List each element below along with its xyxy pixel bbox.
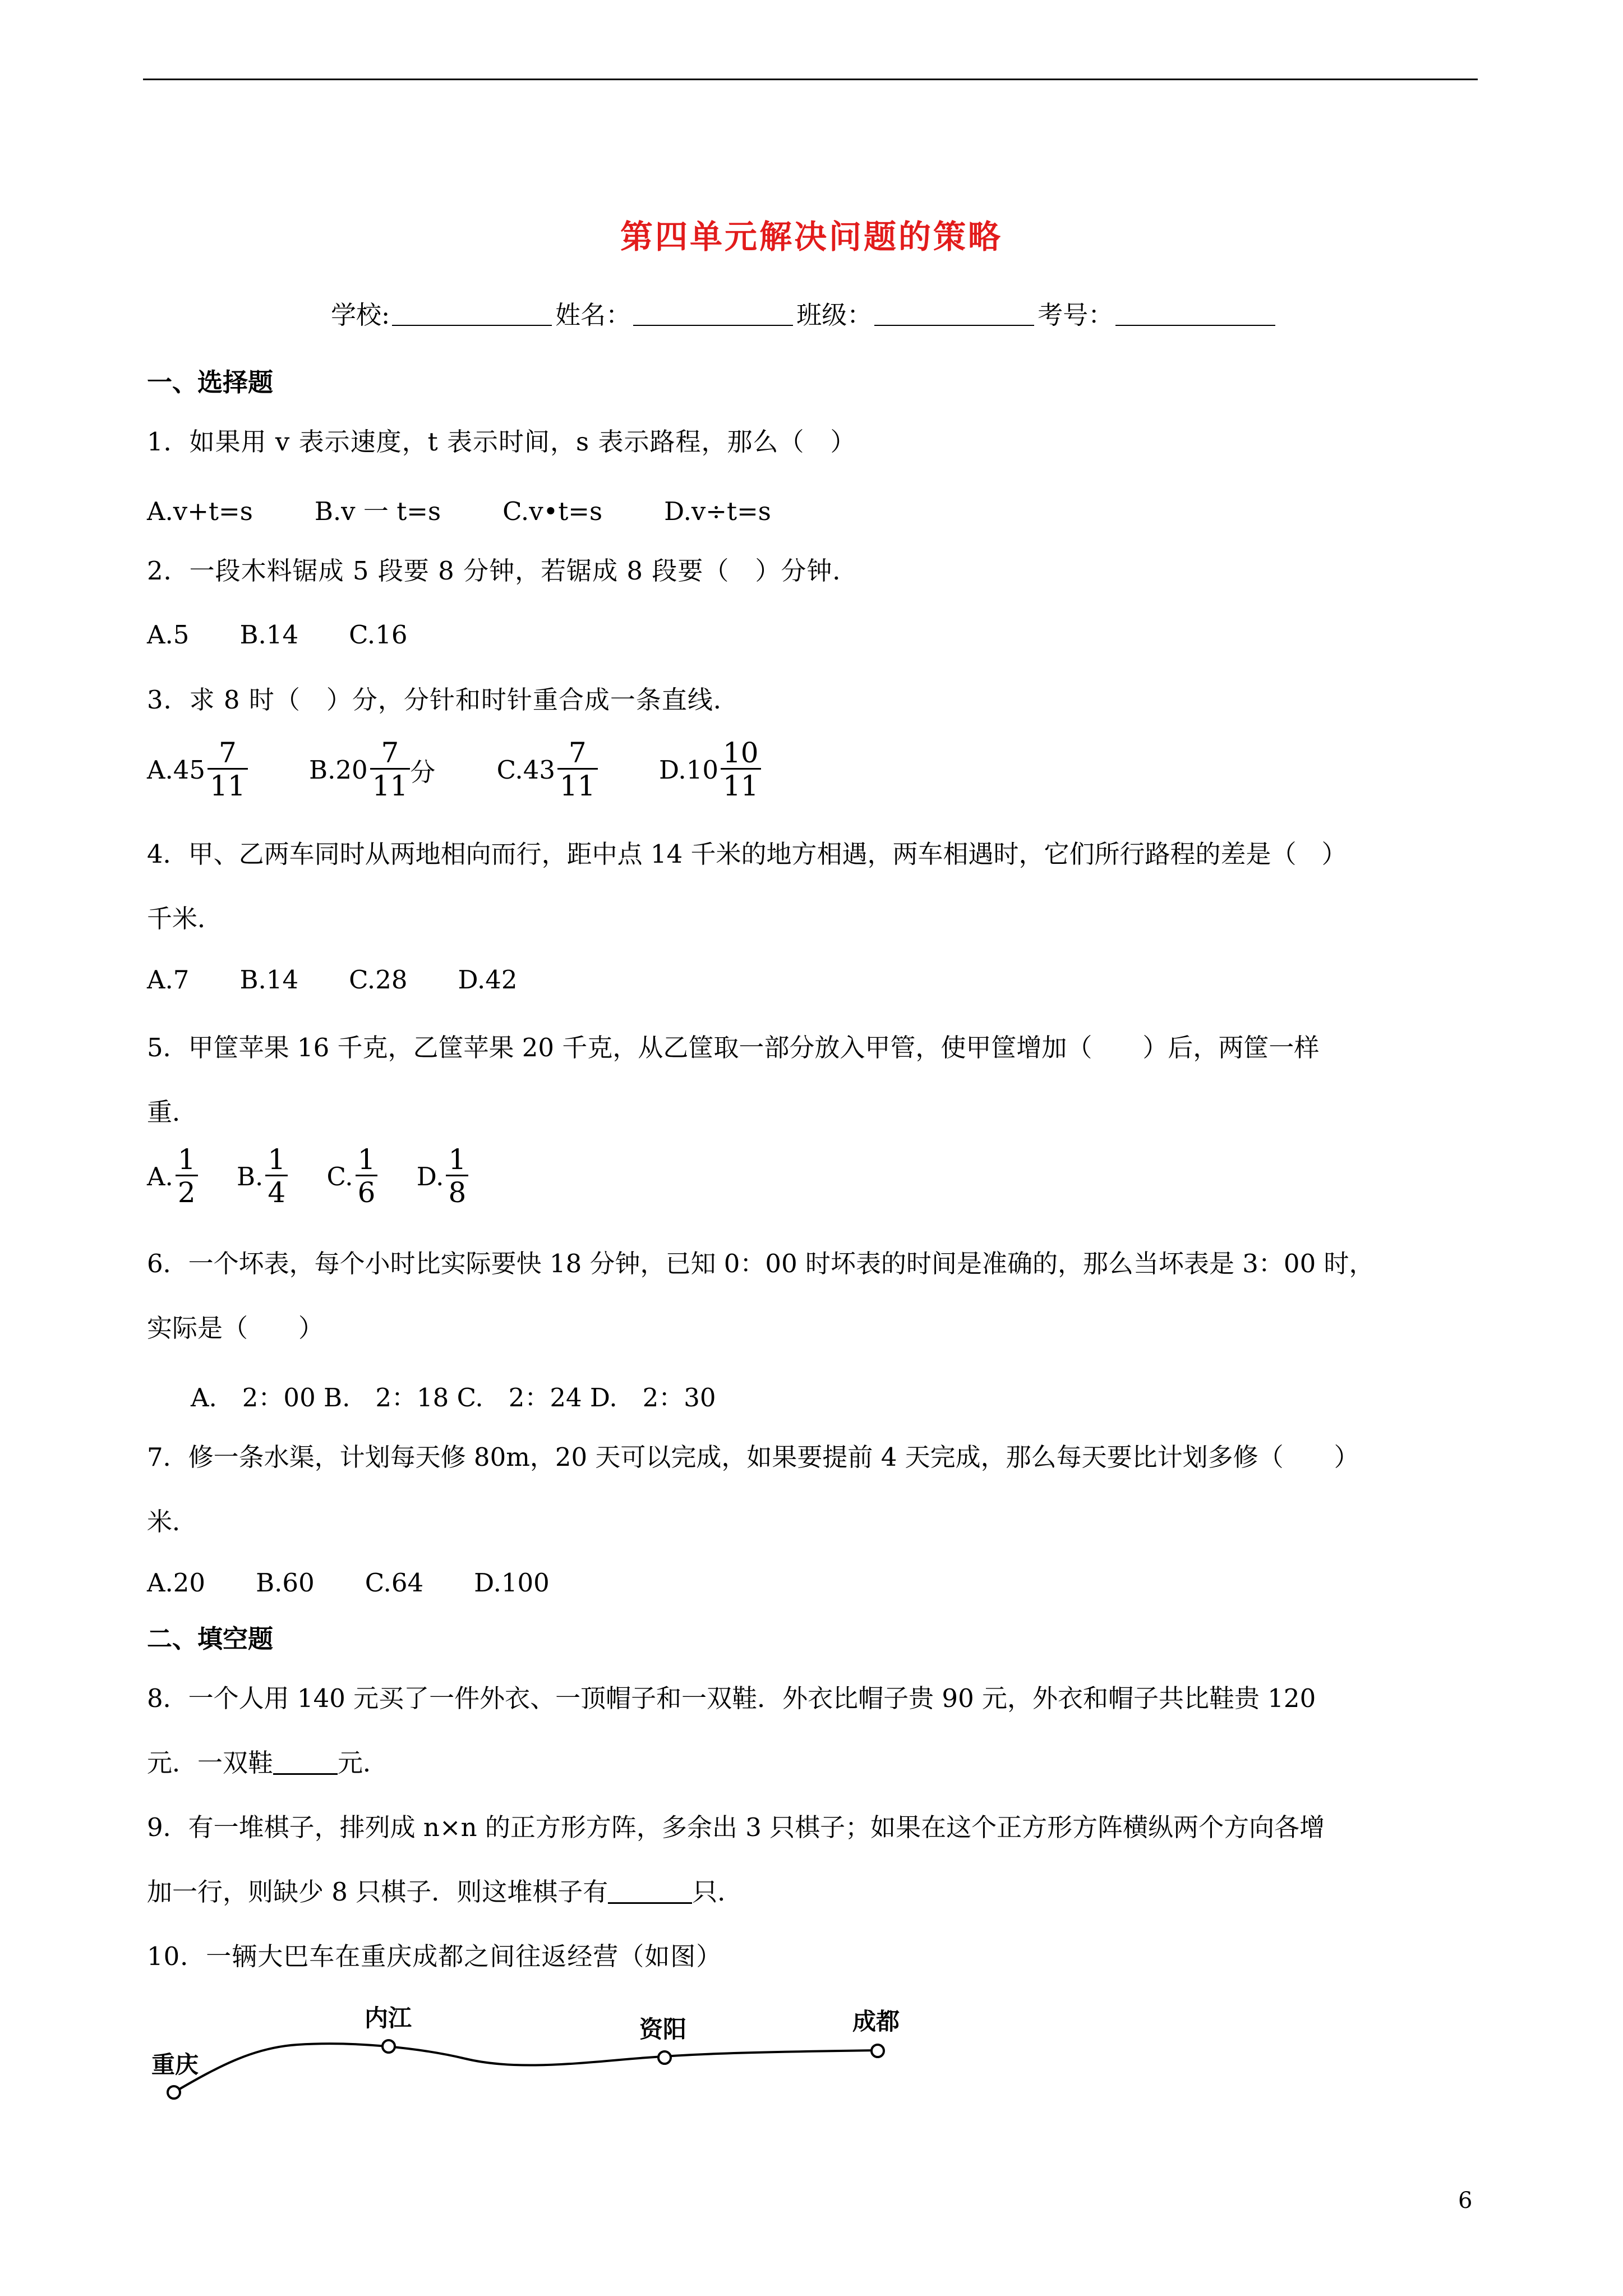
exam-no-label: 考号：: [1038, 300, 1114, 330]
option-b[interactable]: B.v 一 t=s: [314, 496, 441, 526]
question-9-line-2-text: 加一行，则缺少 8 只棋子．则这堆棋子有: [147, 1877, 608, 1907]
question-2-text: 2．一段木料锯成 5 段要 8 分钟，若锯成 8 段要（ ）分钟．: [147, 556, 859, 586]
question-2: [147, 539, 1482, 603]
option-c-whole: C.43: [496, 755, 555, 785]
route-map: [143, 1997, 939, 2126]
route-line: [174, 2044, 883, 2092]
option-a-label: A.: [147, 1162, 173, 1191]
option-b[interactable]: [309, 738, 435, 802]
option-d[interactable]: D.100: [474, 1568, 550, 1598]
option-d[interactable]: [659, 738, 761, 802]
section-fill-heading: 二、填空题: [147, 1624, 274, 1654]
fraction-numerator: 7: [218, 737, 237, 769]
page-title: 第四单元解决问题的策略: [620, 218, 1003, 256]
class-label: 班级：: [796, 300, 873, 330]
question-6-options[interactable]: A. 2：00 B. 2：18 C. 2：24 D. 2：30: [191, 1383, 716, 1412]
student-info-row: [331, 295, 1340, 331]
station-neijiang-label: 内江: [365, 2004, 412, 2032]
question-1-text: 1．如果用 v 表示速度，t 表示时间，s 表示路程，那么（ ）: [147, 427, 856, 457]
question-4-options: [147, 965, 568, 995]
option-a[interactable]: [147, 1144, 198, 1209]
question-7-options: [147, 1568, 600, 1598]
question-9-line-2-end: 只．: [692, 1877, 743, 1907]
section-choice-heading: 一、选择题: [147, 367, 274, 397]
option-a[interactable]: A.5: [147, 620, 190, 650]
question-9-line-2: [147, 1860, 1482, 1924]
school-label: 学校:: [331, 300, 390, 330]
option-a-whole: A.45: [147, 755, 206, 785]
fraction-denominator: 2: [177, 1176, 196, 1209]
option-b[interactable]: B.14: [239, 965, 299, 995]
station-chongqing-label: 重庆: [151, 2051, 199, 2078]
question-8: [147, 1666, 1482, 1795]
fraction: [370, 738, 411, 802]
fraction: [265, 1144, 288, 1209]
fraction-denominator: 11: [560, 770, 596, 802]
option-d-whole: D.10: [658, 755, 718, 785]
fraction-numerator: 1: [448, 1143, 467, 1176]
fraction-numerator: 1: [177, 1143, 196, 1176]
station-chengdu-label: 成都: [852, 2008, 900, 2035]
fraction-denominator: 6: [357, 1176, 376, 1209]
option-d[interactable]: D.v÷t=s: [664, 496, 771, 526]
option-a[interactable]: A.v+t=s: [147, 496, 253, 526]
question-3-text: 3．求 8 时（ ）分，分针和时针重合成一条直线．: [147, 685, 739, 715]
option-b[interactable]: [237, 1144, 288, 1209]
fraction-denominator: 11: [210, 770, 246, 802]
fraction-denominator: 4: [268, 1176, 286, 1209]
question-10: [147, 1924, 1482, 1989]
question-8-line-1: 8．一个人用 140 元买了一件外衣、一顶帽子和一双鞋．外衣比帽子贵 90 元，外衣和帽子共比鞋贵 120: [147, 1683, 1316, 1713]
question-6: [147, 1231, 1482, 1360]
fraction-denominator: 8: [448, 1176, 467, 1209]
option-c[interactable]: C.64: [365, 1568, 424, 1598]
fraction: [557, 738, 598, 802]
option-c[interactable]: [497, 738, 598, 802]
question-10-text: 10．一辆大巴车在重庆成都之间往返经营（如图）: [147, 1941, 722, 1971]
question-7-line-2: 米．: [147, 1507, 198, 1536]
question-8-line-2-end: 元．: [338, 1748, 389, 1778]
question-1: [147, 409, 1482, 474]
question-9-line-1: 9．有一堆棋子，排列成 n×n 的正方形方阵，多余出 3 只棋子；如果在这个正方形方阵横纵两个方向各增: [147, 1812, 1325, 1842]
fraction-numerator: 7: [568, 737, 587, 769]
question-8-line-2-text: 元．一双鞋: [147, 1748, 274, 1778]
option-b-whole: B.20: [309, 755, 368, 785]
name-blank[interactable]: [633, 302, 793, 326]
option-c[interactable]: C.28: [349, 965, 408, 995]
fraction-denominator: 11: [372, 770, 408, 802]
question-5-line-2: 重．: [147, 1097, 198, 1127]
station-ziyang-label: 资阳: [639, 2016, 687, 2043]
question-9: [147, 1795, 1482, 1924]
fraction-numerator: 10: [722, 737, 759, 769]
option-b-suffix: 分: [410, 757, 436, 787]
question-4: [147, 822, 1482, 951]
question-6-line-1: 6．一个坏表，每个小时比实际要快 18 分钟，已知 0：00 时坏表的时间是准确的，那么当坏表是 3：00 时，: [147, 1249, 1375, 1278]
fraction: [208, 738, 248, 802]
header-rule: [143, 79, 1478, 80]
question-6-line-2: 实际是（ ）: [147, 1313, 324, 1343]
question-2-options: [147, 620, 458, 650]
page-number: 6: [1458, 2188, 1473, 2214]
option-c[interactable]: C.v•t=s: [502, 496, 603, 526]
school-blank[interactable]: [392, 302, 552, 326]
fraction-numerator: 7: [381, 737, 399, 769]
answer-blank[interactable]: [273, 1751, 338, 1775]
exam-no-blank[interactable]: [1115, 302, 1275, 326]
question-3-options: [147, 738, 814, 802]
fraction-numerator: 1: [268, 1143, 286, 1176]
option-c[interactable]: [326, 1144, 377, 1209]
question-7: [147, 1425, 1482, 1554]
fraction: [176, 1144, 198, 1209]
station-neijiang-marker: [382, 2040, 395, 2053]
question-8-line-2: [147, 1731, 1482, 1795]
question-5-line-1: 5．甲筐苹果 16 千克，乙筐苹果 20 千克，从乙筐取一部分放入甲管，使甲筐增加（ ）后，两筐一样: [147, 1033, 1320, 1062]
question-3: [147, 668, 1482, 732]
class-blank[interactable]: [874, 302, 1034, 326]
option-a[interactable]: [147, 738, 248, 802]
option-a[interactable]: A.7: [147, 965, 190, 995]
option-b[interactable]: B.14: [239, 620, 299, 650]
station-chongqing-marker: [168, 2086, 180, 2099]
option-b[interactable]: B.60: [256, 1568, 315, 1598]
option-d-label: D.: [416, 1162, 444, 1191]
option-d[interactable]: [417, 1144, 469, 1209]
question-7-line-1: 7．修一条水渠，计划每天修 80m，20 天可以完成，如果要提前 4 天完成，那么每天要比计划多修（ ）: [147, 1442, 1359, 1472]
fraction-numerator: 1: [357, 1143, 376, 1176]
fraction-denominator: 11: [722, 770, 759, 802]
station-ziyang-marker: [658, 2051, 671, 2064]
question-1-options: [147, 491, 833, 527]
question-4-line-1: 4．甲、乙两车同时从两地相向而行，距中点 14 千米的地方相遇，两车相遇时，它们所行路程的差是（ ）: [147, 839, 1347, 869]
option-c-label: C.: [326, 1162, 353, 1191]
option-a[interactable]: A.20: [147, 1568, 206, 1598]
option-d[interactable]: D.42: [458, 965, 518, 995]
question-5: [147, 1015, 1482, 1144]
station-chengdu-marker: [872, 2045, 884, 2057]
fraction: [721, 738, 761, 802]
fraction: [446, 1144, 468, 1209]
option-b-label: B.: [236, 1162, 264, 1191]
option-c[interactable]: C.16: [349, 620, 408, 650]
name-label: 姓名：: [555, 300, 631, 330]
fraction: [356, 1144, 378, 1209]
answer-blank[interactable]: [608, 1880, 692, 1904]
question-4-line-2: 千米．: [147, 904, 223, 933]
question-5-options: [147, 1144, 499, 1209]
